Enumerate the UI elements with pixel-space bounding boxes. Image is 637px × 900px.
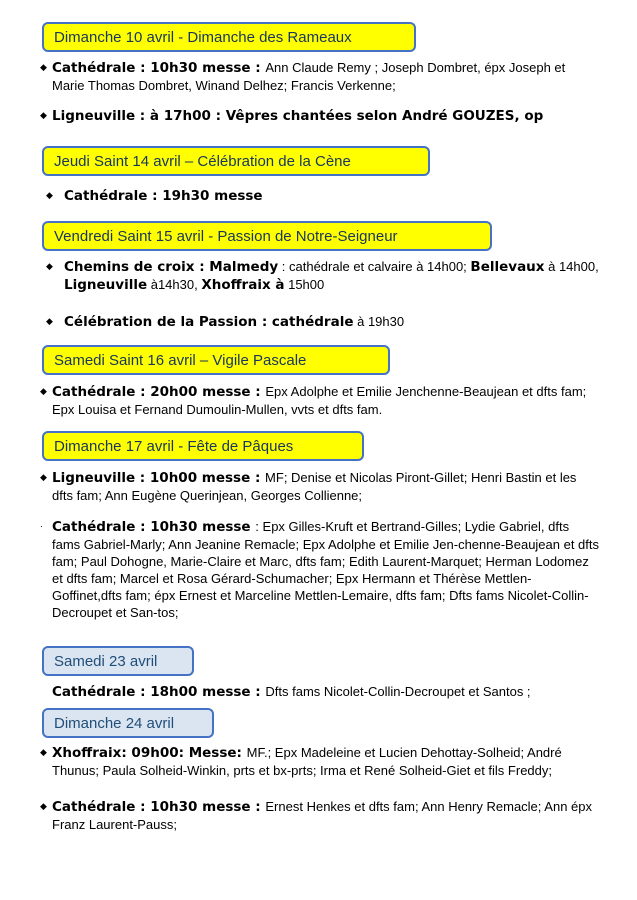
- entry-bold: Bellevaux: [470, 259, 545, 275]
- section-header-dimanche-24: Dimanche 24 avril: [42, 708, 214, 738]
- entry-rameaux-ligneuville: [40, 107, 600, 125]
- entry-bold: Ligneuville : à 17h00 : Vêpres chantées selon André GOUZES, op: [52, 108, 544, 124]
- entry-bold: Ligneuville : 10h00 messe :: [52, 470, 266, 486]
- bullet-icon: ·: [40, 521, 43, 531]
- entry-bold: Cathédrale : 10h30 messe :: [52, 60, 266, 76]
- entry-bold: Chemins de croix : Malmedy: [64, 259, 279, 275]
- entry-bold: Cathédrale : 18h00 messe :: [52, 684, 266, 700]
- bullet-icon: ◆: [40, 801, 47, 811]
- entry-text: MF.; Epx Madeleine et Lucien Dehottay-Solheid; André Thunus; Paula Solheid-Winkin, prts et bx-prts; Irma et René Solheid-Giet et fils Freddy;: [52, 745, 562, 778]
- entry-bold: Cathédrale : 20h00 messe :: [52, 384, 266, 400]
- section-header-paques: Dimanche 17 avril - Fête de Pâques: [42, 431, 364, 461]
- entry-bold: Cathédrale : 10h30 messe :: [52, 799, 266, 815]
- entry-paques-ligneuville: [40, 469, 600, 504]
- bullet-icon: ◆: [40, 472, 47, 482]
- entry-text: 15h00: [284, 277, 325, 292]
- entry-vigile-cathedrale: [40, 383, 600, 418]
- bullet-icon: ◆: [40, 747, 47, 757]
- entry-bold: Ligneuville: [64, 277, 148, 293]
- entry-dimanche-24-xhoffraix: [40, 744, 600, 779]
- entry-paques-cathedrale: [40, 518, 600, 621]
- bullet-icon: ◆: [40, 386, 47, 396]
- section-header-rameaux: Dimanche 10 avril - Dimanche des Rameaux: [42, 22, 416, 52]
- bullet-icon: ◆: [46, 190, 53, 200]
- section-header-passion: Vendredi Saint 15 avril - Passion de Notre-Seigneur: [42, 221, 492, 251]
- entry-text: : cathédrale et calvaire à 14h00;: [278, 259, 471, 274]
- entry-samedi-23-cathedrale: [40, 683, 600, 701]
- entry-text: Ann Claude Remy ; Joseph Dombret, épx Joseph et Marie Thomas Dombret, Winand Delhez; Francis Verkenne;: [52, 60, 566, 93]
- entry-rameaux-cathedrale: [40, 59, 600, 94]
- entry-text: : Epx Gilles-Kruft et Bertrand-Gilles; Lydie Gabriel, dfts fams Gabriel-Marly; Ann Jeanine Remacle; Epx Adolphe et Emilie Jen-chenne-Beaujean et dfts fam; Paul Dohogne, Marie-Claire et Marc, dfts fam; Edith Laurent-Marquet; Herman Lodomez et dfts fam; Marcel et Rosa Gérard-Schumacher; Epx Hermann et Thérèse Mettlen-Goffinet,dfts fam; épx Ernest et Marceline Mettlen-Lemaire, dfts fam; Dfts fams Nicolet-Collin-Decroupet et San-tos;: [52, 519, 600, 620]
- entry-bold: Cathédrale : 10h30 messe: [52, 519, 256, 535]
- entry-cene-cathedrale: [40, 187, 600, 205]
- entry-bold: Cathédrale : 19h30 messe: [64, 188, 263, 204]
- entry-text: Epx Adolphe et Emilie Jenchenne-Beaujean et dfts fam; Epx Louisa et Fernand Dumoulin-Mullen, vvts et dfts fam.: [52, 384, 587, 417]
- bullet-icon: ◆: [46, 316, 53, 326]
- section-header-samedi-23: Samedi 23 avril: [42, 646, 194, 676]
- entry-text: Ernest Henkes et dfts fam; Ann Henry Remacle; Ann épx Franz Laurent-Pauss;: [52, 799, 592, 832]
- bullet-icon: ◆: [46, 261, 53, 271]
- entry-passion-celebration: [40, 313, 600, 331]
- entry-bold: Xhoffraix: 09h00: Messe:: [52, 745, 247, 761]
- entry-text: MF; Denise et Nicolas Piront-Gillet; Henri Bastin et les dfts fam; Ann Eugène Querinjean, Georges Collienne;: [52, 470, 577, 503]
- section-header-cene: Jeudi Saint 14 avril – Célébration de la Cène: [42, 146, 430, 176]
- entry-text: à 19h30: [353, 314, 405, 329]
- bullet-icon: ◆: [40, 110, 47, 120]
- entry-text: à 14h00,: [544, 259, 599, 274]
- entry-bold: Xhoffraix à: [201, 277, 285, 293]
- entry-text: à14h30,: [147, 277, 202, 292]
- entry-text: Dfts fams Nicolet-Collin-Decroupet et Santos ;: [265, 684, 531, 699]
- entry-passion-chemins: [40, 258, 600, 294]
- entry-dimanche-24-cathedrale: [40, 798, 600, 833]
- section-header-vigile: Samedi Saint 16 avril – Vigile Pascale: [42, 345, 390, 375]
- bullet-icon: ◆: [40, 62, 47, 72]
- entry-bold: Célébration de la Passion : cathédrale: [64, 314, 354, 330]
